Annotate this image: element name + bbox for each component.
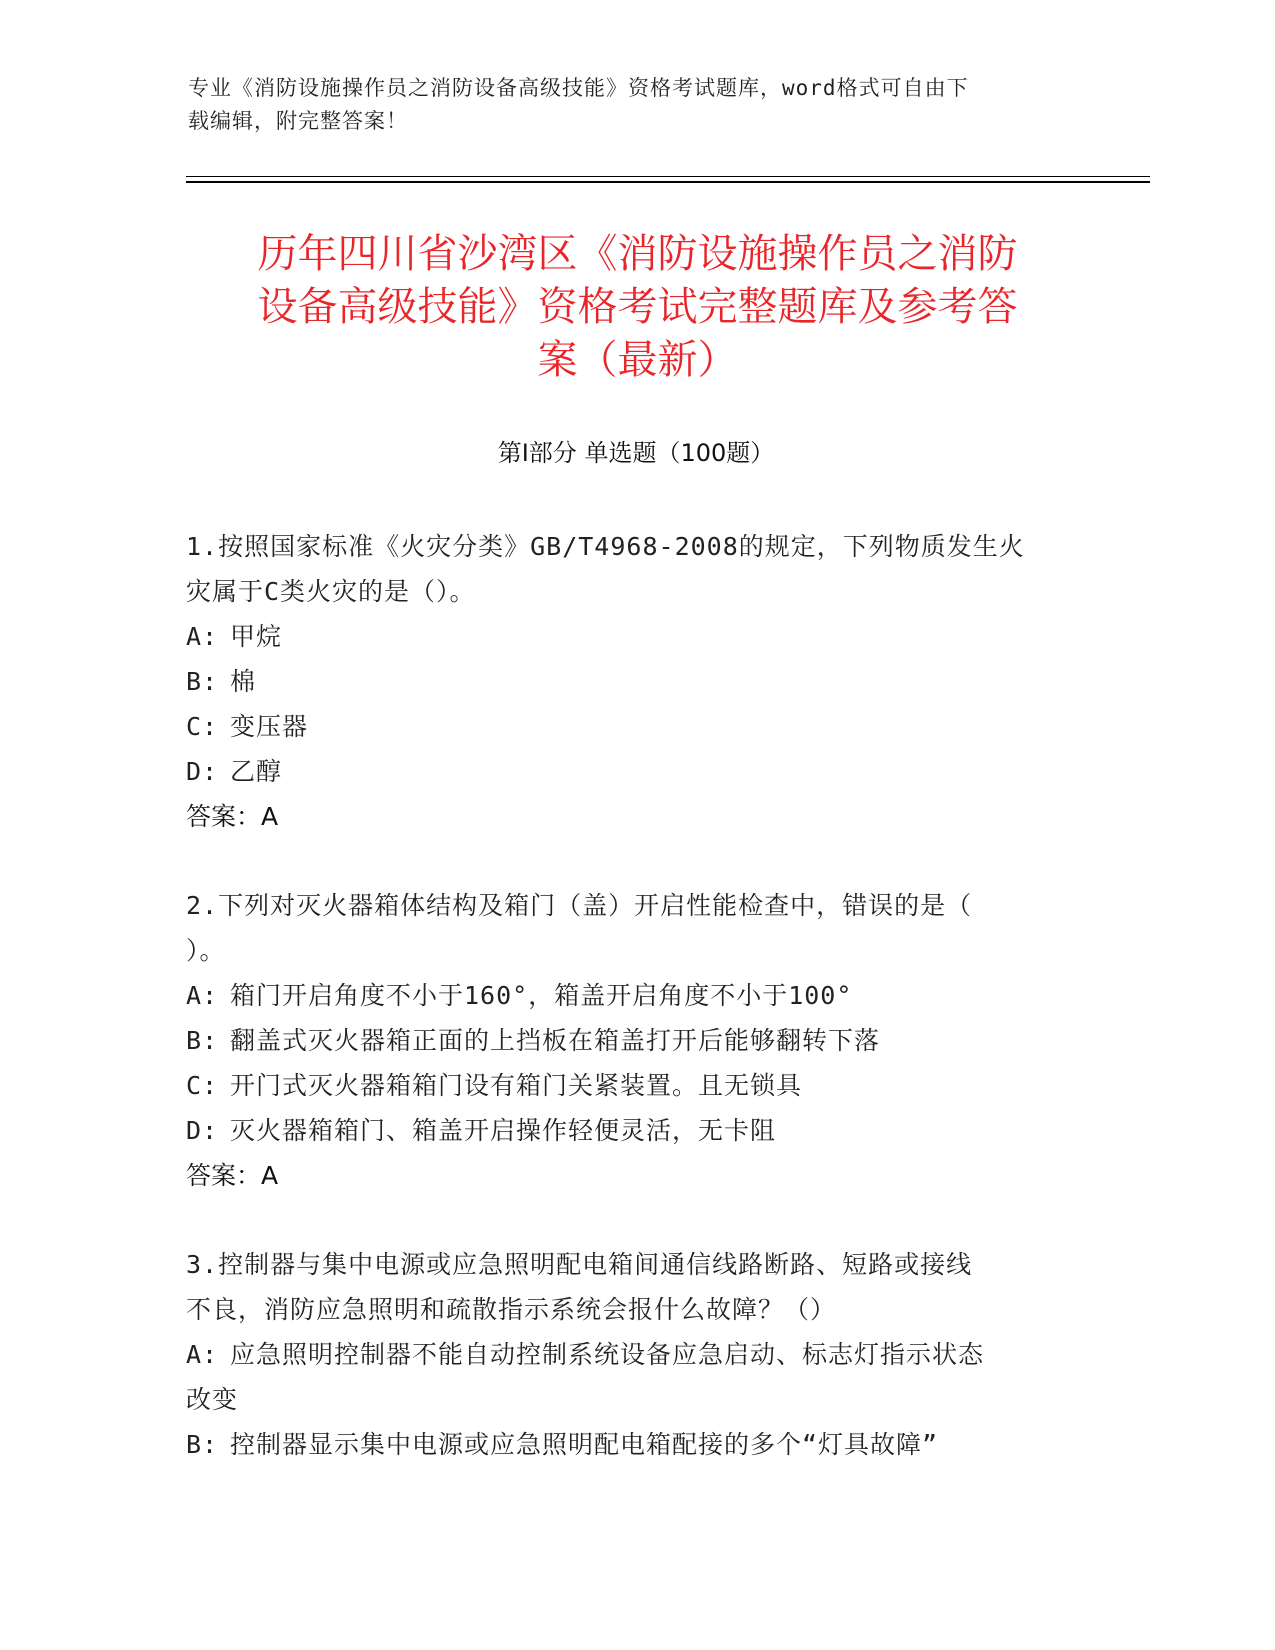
header-rule-thick <box>186 181 1150 183</box>
option-label: B: <box>186 667 219 696</box>
question-stem-continued: ）。 <box>186 936 226 965</box>
option-a <box>186 614 1066 659</box>
option-text: 应急照明控制器不能自动控制系统设备应急启动、标志灯指示状态 <box>230 1340 985 1369</box>
option-a <box>186 1332 1066 1377</box>
option-text: 箱门开启角度不小于160°，箱盖开启角度不小于100° <box>230 981 853 1010</box>
option-label: A: <box>186 1340 219 1369</box>
document-title-line-2: 设备高级技能》资格考试完整题库及参考答 <box>257 284 1018 330</box>
option-label: C: <box>186 712 219 741</box>
option-text: 甲烷 <box>230 622 283 651</box>
answer: 答案：A <box>186 802 279 831</box>
option-a <box>186 973 1066 1018</box>
option-a-continued: 改变 <box>186 1385 239 1414</box>
question-stem-continued: 灾属于C类火灾的是（）。 <box>186 577 476 606</box>
option-text: 开门式灭火器箱箱门设有箱门关紧装置。且无锁具 <box>230 1071 803 1100</box>
option-text: 乙醇 <box>230 757 283 786</box>
document-title-line-3: 案（最新） <box>537 337 738 383</box>
question-2 <box>186 883 1066 1198</box>
question-3 <box>186 1242 1066 1467</box>
question-stem: 1.按照国家标准《火灾分类》GB/T4968-2008的规定，下列物质发生火 <box>186 532 1025 561</box>
option-b <box>186 1018 1066 1063</box>
section-title: 第I部分 单选题（100题） <box>497 439 775 467</box>
option-label: C: <box>186 1071 219 1100</box>
header-rule-thin <box>186 176 1150 177</box>
option-text: 棉 <box>230 667 257 696</box>
question-list <box>186 524 1066 1511</box>
option-d <box>186 749 1066 794</box>
option-d <box>186 1108 1066 1153</box>
option-label: A: <box>186 981 219 1010</box>
header-note-line-2: 载编辑，附完整答案！ <box>188 109 408 133</box>
option-c <box>186 1063 1066 1108</box>
question-stem-continued: 不良，消防应急照明和疏散指示系统会报什么故障？（） <box>186 1295 837 1324</box>
answer: 答案：A <box>186 1161 279 1190</box>
header-note-line-1: 专业《消防设施操作员之消防设备高级技能》资格考试题库，word格式可自由下 <box>188 76 969 100</box>
question-stem: 2.下列对灭火器箱体结构及箱门（盖）开启性能检查中，错误的是（ <box>186 891 973 920</box>
question-1 <box>186 524 1066 839</box>
option-b <box>186 659 1066 704</box>
document-title <box>190 228 1085 387</box>
option-label: D: <box>186 757 219 786</box>
option-text: 变压器 <box>230 712 309 741</box>
option-label: B: <box>186 1026 219 1055</box>
question-stem: 3.控制器与集中电源或应急照明配电箱间通信线路断路、短路或接线 <box>186 1250 973 1279</box>
option-label: B: <box>186 1430 219 1459</box>
option-text: 控制器显示集中电源或应急照明配电箱配接的多个“灯具故障” <box>230 1430 939 1459</box>
option-text: 灭火器箱箱门、箱盖开启操作轻便灵活，无卡阻 <box>230 1116 777 1145</box>
option-label: A: <box>186 622 219 651</box>
option-c <box>186 704 1066 749</box>
option-label: D: <box>186 1116 219 1145</box>
document-title-line-1: 历年四川省沙湾区《消防设施操作员之消防 <box>257 231 1018 277</box>
option-b <box>186 1422 1066 1467</box>
option-text: 翻盖式灭火器箱正面的上挡板在箱盖打开后能够翻转下落 <box>230 1026 881 1055</box>
header-note <box>188 72 1068 138</box>
